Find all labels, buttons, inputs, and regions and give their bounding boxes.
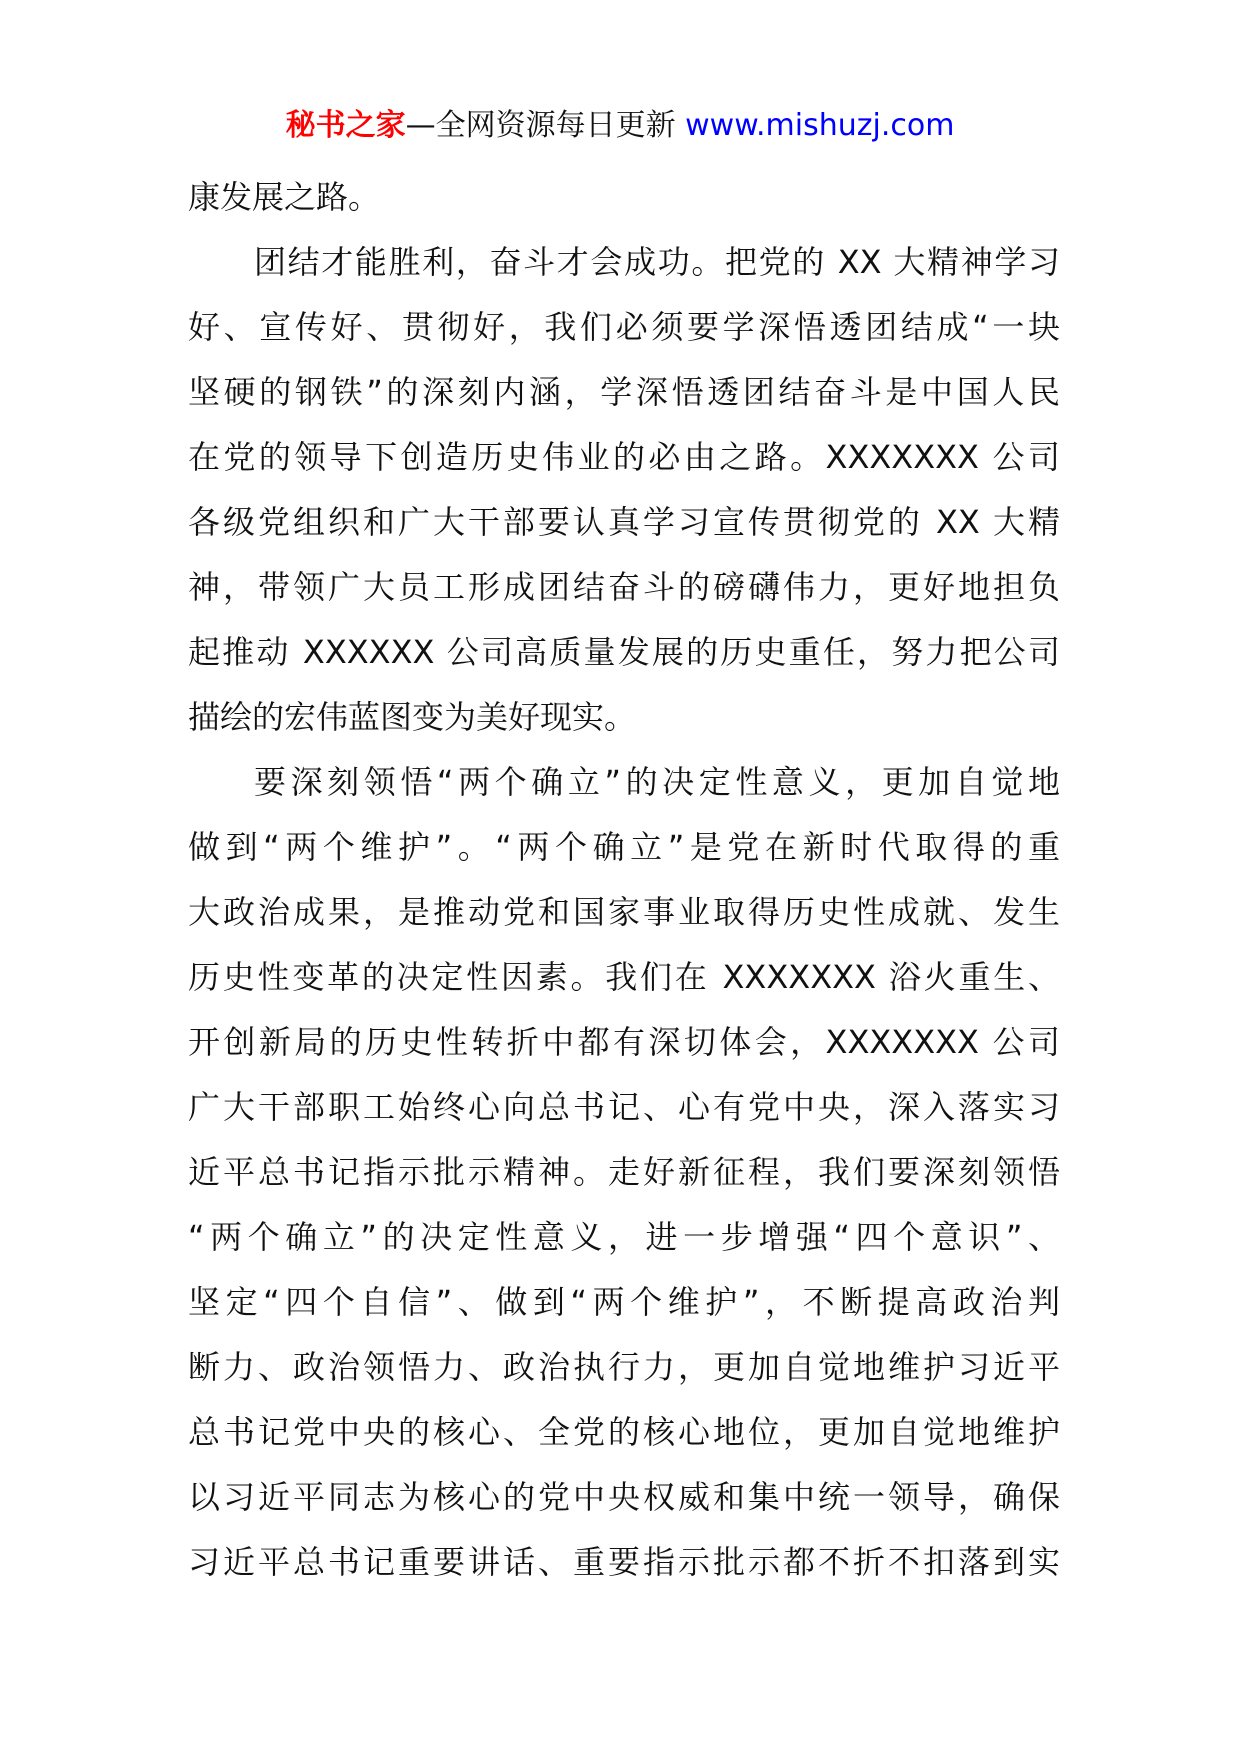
paragraph-2 [188, 230, 1060, 750]
text-line: 要深刻领悟“两个确立”的决定性意义，更加自觉地 [254, 763, 1060, 801]
text-line: 各级党组织和广大干部要认真学习宣传贯彻党的 XX 大精 [188, 503, 1060, 541]
header-tagline: —全网资源每日更新 [405, 108, 686, 143]
text-line: 起推动 XXXXXX 公司高质量发展的历史重任，努力把公司 [188, 633, 1060, 671]
text-line: 大政治成果，是推动党和国家事业取得历史性成就、发生 [188, 893, 1060, 931]
text-line: 团结才能胜利，奋斗才会成功。把党的 XX 大精神学习 [254, 243, 1060, 281]
text-line: 坚硬的钢铁”的深刻内涵，学深悟透团结奋斗是中国人民 [188, 373, 1060, 411]
document-body [188, 165, 1060, 1595]
text-line: 广大干部职工始终心向总书记、心有党中央，深入落实习 [188, 1088, 1060, 1126]
text-line: 近平总书记指示批示精神。走好新征程，我们要深刻领悟 [188, 1153, 1060, 1191]
text-line: 神，带领广大员工形成团结奋斗的磅礴伟力，更好地担负 [188, 568, 1060, 606]
text-line: 在党的领导下创造历史伟业的必由之路。XXXXXXX 公司 [188, 438, 1060, 476]
text-line: 总书记党中央的核心、全党的核心地位，更加自觉地维护 [188, 1413, 1060, 1451]
paragraph-1 [188, 165, 1060, 230]
text-line: 历史性变革的决定性因素。我们在 XXXXXXX 浴火重生、 [188, 958, 1060, 996]
text-line: 以习近平同志为核心的党中央权威和集中统一领导，确保 [188, 1478, 1060, 1516]
text-line: 开创新局的历史性转折中都有深切体会，XXXXXXX 公司 [188, 1023, 1060, 1061]
site-header [0, 104, 1240, 148]
text-line: 好、宣传好、贯彻好，我们必须要学深悟透团结成“一块 [188, 308, 1060, 346]
text-line: 康发展之路。 [188, 178, 381, 216]
text-line: 描绘的宏伟蓝图变为美好现实。 [188, 698, 637, 736]
text-line: 断力、政治领悟力、政治执行力，更加自觉地维护习近平 [188, 1348, 1060, 1386]
site-url-link[interactable]: www.mishuzj.com [685, 108, 955, 143]
text-line: “两个确立”的决定性意义，进一步增强“四个意识”、 [188, 1218, 1060, 1256]
text-line: 习近平总书记重要讲话、重要指示批示都不折不扣落到实 [188, 1543, 1060, 1581]
text-line: 做到“两个维护”。“两个确立”是党在新时代取得的重 [188, 828, 1060, 866]
brand-name: 秘书之家 [285, 108, 406, 143]
paragraph-3 [188, 750, 1060, 1595]
text-line: 坚定“四个自信”、做到“两个维护”，不断提高政治判 [188, 1283, 1060, 1321]
